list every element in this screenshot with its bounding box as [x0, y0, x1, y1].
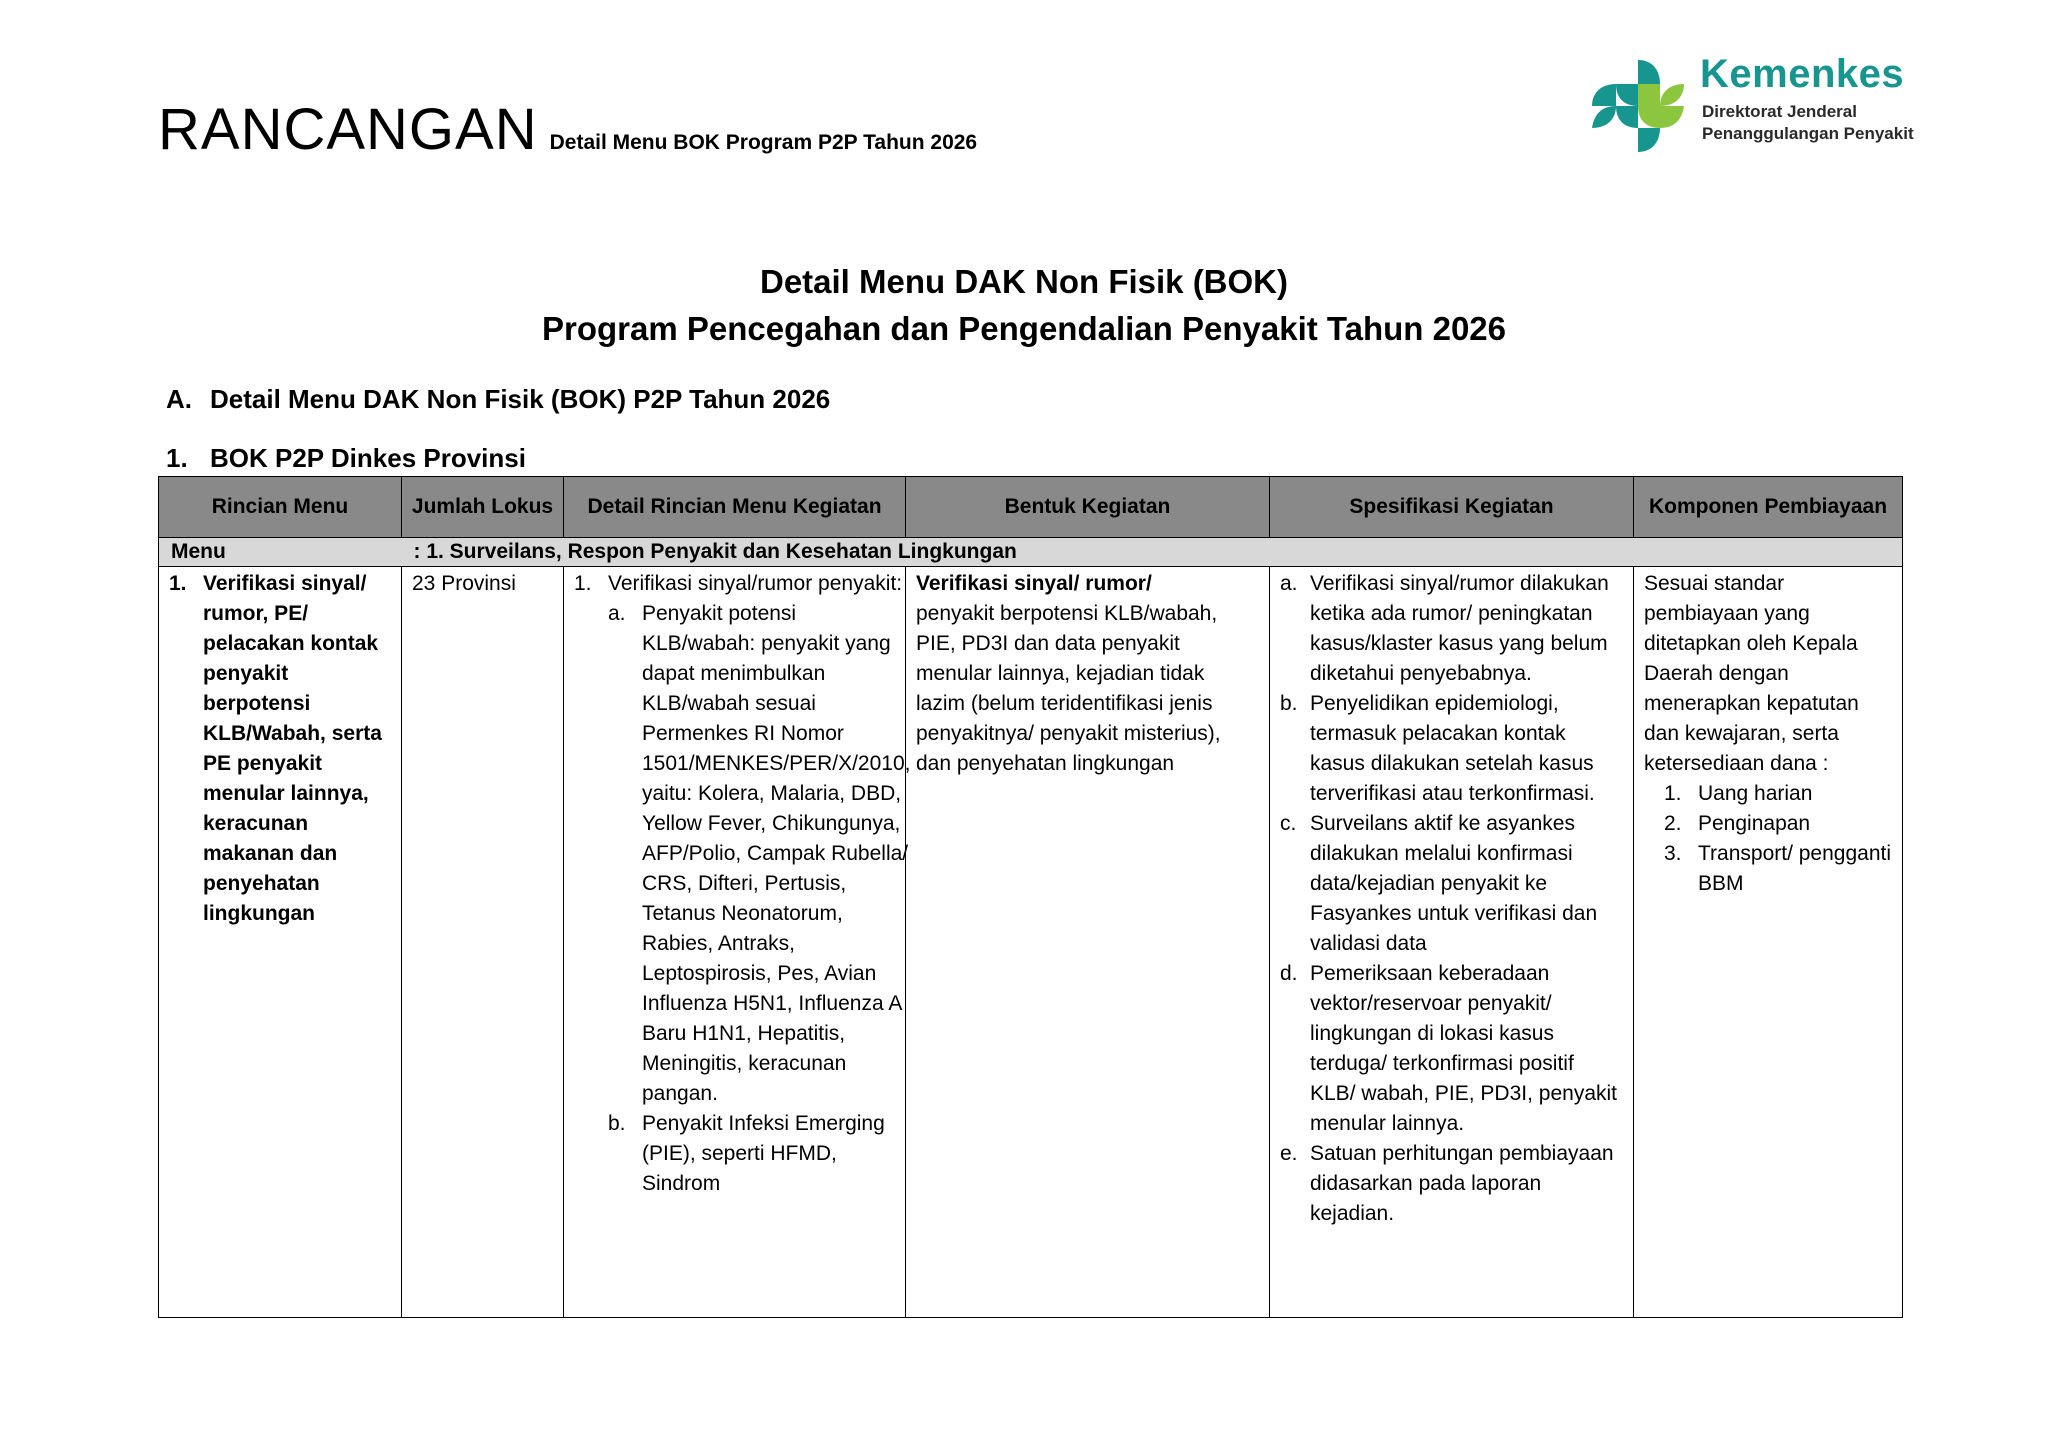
spec-b-text: Penyelidikan epidemiologi, termasuk pelacakan kontak kasus dilakukan setelah kasus terverifikasi atau terkonfirmasi. [1310, 692, 1595, 805]
header-rincian-menu: Rincian Menu [159, 477, 402, 538]
spec-a-marker: a. [1280, 572, 1298, 595]
logo-line-2: Penanggulangan Penyakit [1702, 124, 1914, 143]
spec-e-marker: e. [1280, 1142, 1298, 1165]
komponen-2-text: Penginapan [1698, 812, 1811, 835]
table-header-row [159, 477, 1903, 538]
document-header [158, 96, 977, 163]
spec-c-marker: c. [1280, 812, 1297, 835]
list-item [1280, 809, 1623, 959]
table-row [159, 567, 1903, 1318]
detail-a-marker: a. [608, 602, 626, 625]
list-item [1280, 689, 1623, 809]
rincian-text: Verifikasi sinyal/ rumor, PE/ pelacakan kontak penyakit berpotensi KLB/Wabah, serta PE penyakit menular lainnya, keracunan makanan dan penyehatan lingkungan [203, 572, 382, 925]
draft-label: RANCANGAN [158, 97, 538, 162]
menu-detail-table [158, 476, 1903, 1318]
cell-bentuk-kegiatan [906, 567, 1270, 1318]
kemenkes-logo [1588, 52, 1948, 156]
spec-b-marker: b. [1280, 692, 1298, 715]
list-item [1280, 569, 1623, 689]
cell-detail-rincian [564, 567, 911, 1318]
document-title-line-1: Detail Menu DAK Non Fisik (BOK) [759, 263, 1289, 300]
spec-d-text: Pemeriksaan keberadaan vektor/reservoar penyakit/ lingkungan di lokasi kasus terduga/ terkonfirmasi positif KLB/ wabah, PIE, PD3I, penyakit menular lainnya. [1310, 962, 1618, 1135]
rincian-number: 1. [169, 572, 187, 595]
section-1-heading [166, 443, 526, 474]
spec-c-text: Surveilans aktif ke asyankes dilakukan melalui konfirmasi data/kejadian penyakit ke Fasyankes untuk verifikasi dan validasi data [1310, 812, 1598, 955]
header-jumlah-lokus: Jumlah Lokus [402, 477, 564, 538]
komponen-3-text: Transport/ pengganti BBM [1698, 842, 1892, 895]
list-item [1280, 1139, 1623, 1229]
komponen-2-marker: 2. [1664, 812, 1682, 835]
cell-komponen-pembiayaan [1634, 567, 1903, 1318]
kemenkes-emblem-icon [1588, 56, 1688, 156]
header-bentuk-kegiatan: Bentuk Kegiatan [906, 477, 1270, 538]
section-1-label: 1. [166, 443, 188, 473]
komponen-intro: Sesuai standar pembiayaan yang ditetapkan oleh Kepala Daerah dengan menerapkan kepatutan dan kewajaran, serta ketersediaan dana : [1644, 572, 1859, 775]
detail-b-text: Penyakit Infeksi Emerging (PIE), seperti HFMD, Sindrom [642, 1112, 885, 1195]
detail-number: 1. [574, 572, 592, 595]
detail-a-text: Penyakit potensi KLB/wabah: penyakit yang dapat menimbulkan KLB/wabah sesuai Permenkes RI Nomor 1501/MENKES/PER/X/2010, yaitu: Kolera, Malaria, DBD, Yellow Fever, Chikungunya, AFP/Polio, Campak Rubella/ CRS, Difteri, Pertusis, Tetanus Neonatorum, Rabies, Antraks, Leptospirosis, Pes, Avian Influenza H5N1, Influenza A Baru H1N1, Hepatitis, Meningitis, keracunan pangan. [642, 602, 911, 1105]
list-item [1664, 809, 1892, 839]
spec-a-text: Verifikasi sinyal/rumor dilakukan ketika ada rumor/ peningkatan kasus/klaster kasus yang belum diketahui penyebabnya. [1310, 572, 1609, 685]
section-a-label: A. [166, 384, 192, 414]
spec-e-text: Satuan perhitungan pembiayaan didasarkan pada laporan kejadian. [1310, 1142, 1614, 1225]
header-subtitle: Detail Menu BOK Program P2P Tahun 2026 [549, 131, 978, 154]
document-title-line-2: Program Pencegahan dan Pengendalian Penyakit Tahun 2026 [541, 310, 1507, 347]
section-a-heading [166, 384, 830, 415]
section-1-text: BOK P2P Dinkes Provinsi [210, 443, 526, 473]
spec-d-marker: d. [1280, 962, 1298, 985]
detail-b-marker: b. [608, 1112, 626, 1135]
menu-row [159, 538, 1903, 567]
menu-value: : 1. Surveilans, Respon Penyakit dan Kesehatan Lingkungan [402, 538, 1903, 567]
list-item [1280, 959, 1623, 1139]
komponen-1-marker: 1. [1664, 782, 1682, 805]
header-komponen-pembiayaan: Komponen Pembiayaan [1634, 477, 1903, 538]
komponen-1-text: Uang harian [1698, 782, 1813, 805]
detail-text: Verifikasi sinyal/rumor penyakit: [608, 572, 903, 595]
cell-jumlah-lokus: 23 Provinsi [402, 567, 564, 1318]
bentuk-text: penyakit berpotensi KLB/wabah, PIE, PD3I dan data penyakit menular lainnya, kejadian tidak lazim (belum teridentifikasi jenis penyakitnya/ penyakit misterius), dan penyehatan lingkungan [916, 602, 1221, 775]
section-a-text: Detail Menu DAK Non Fisik (BOK) P2P Tahun 2026 [210, 384, 831, 414]
list-item [1664, 779, 1892, 809]
logo-line-1: Direktorat Jenderal [1702, 102, 1857, 121]
logo-brand: Kemenkes [1700, 52, 1905, 96]
list-item [1664, 839, 1892, 899]
bentuk-bold-text: Verifikasi sinyal/ rumor/ [916, 572, 1152, 595]
header-detail-rincian: Detail Rincian Menu Kegiatan [564, 477, 906, 538]
cell-spesifikasi-kegiatan [1270, 567, 1634, 1318]
header-spesifikasi-kegiatan: Spesifikasi Kegiatan [1270, 477, 1634, 538]
cell-rincian-menu [159, 567, 402, 1318]
komponen-3-marker: 3. [1664, 842, 1682, 865]
menu-label: Menu [159, 538, 402, 567]
